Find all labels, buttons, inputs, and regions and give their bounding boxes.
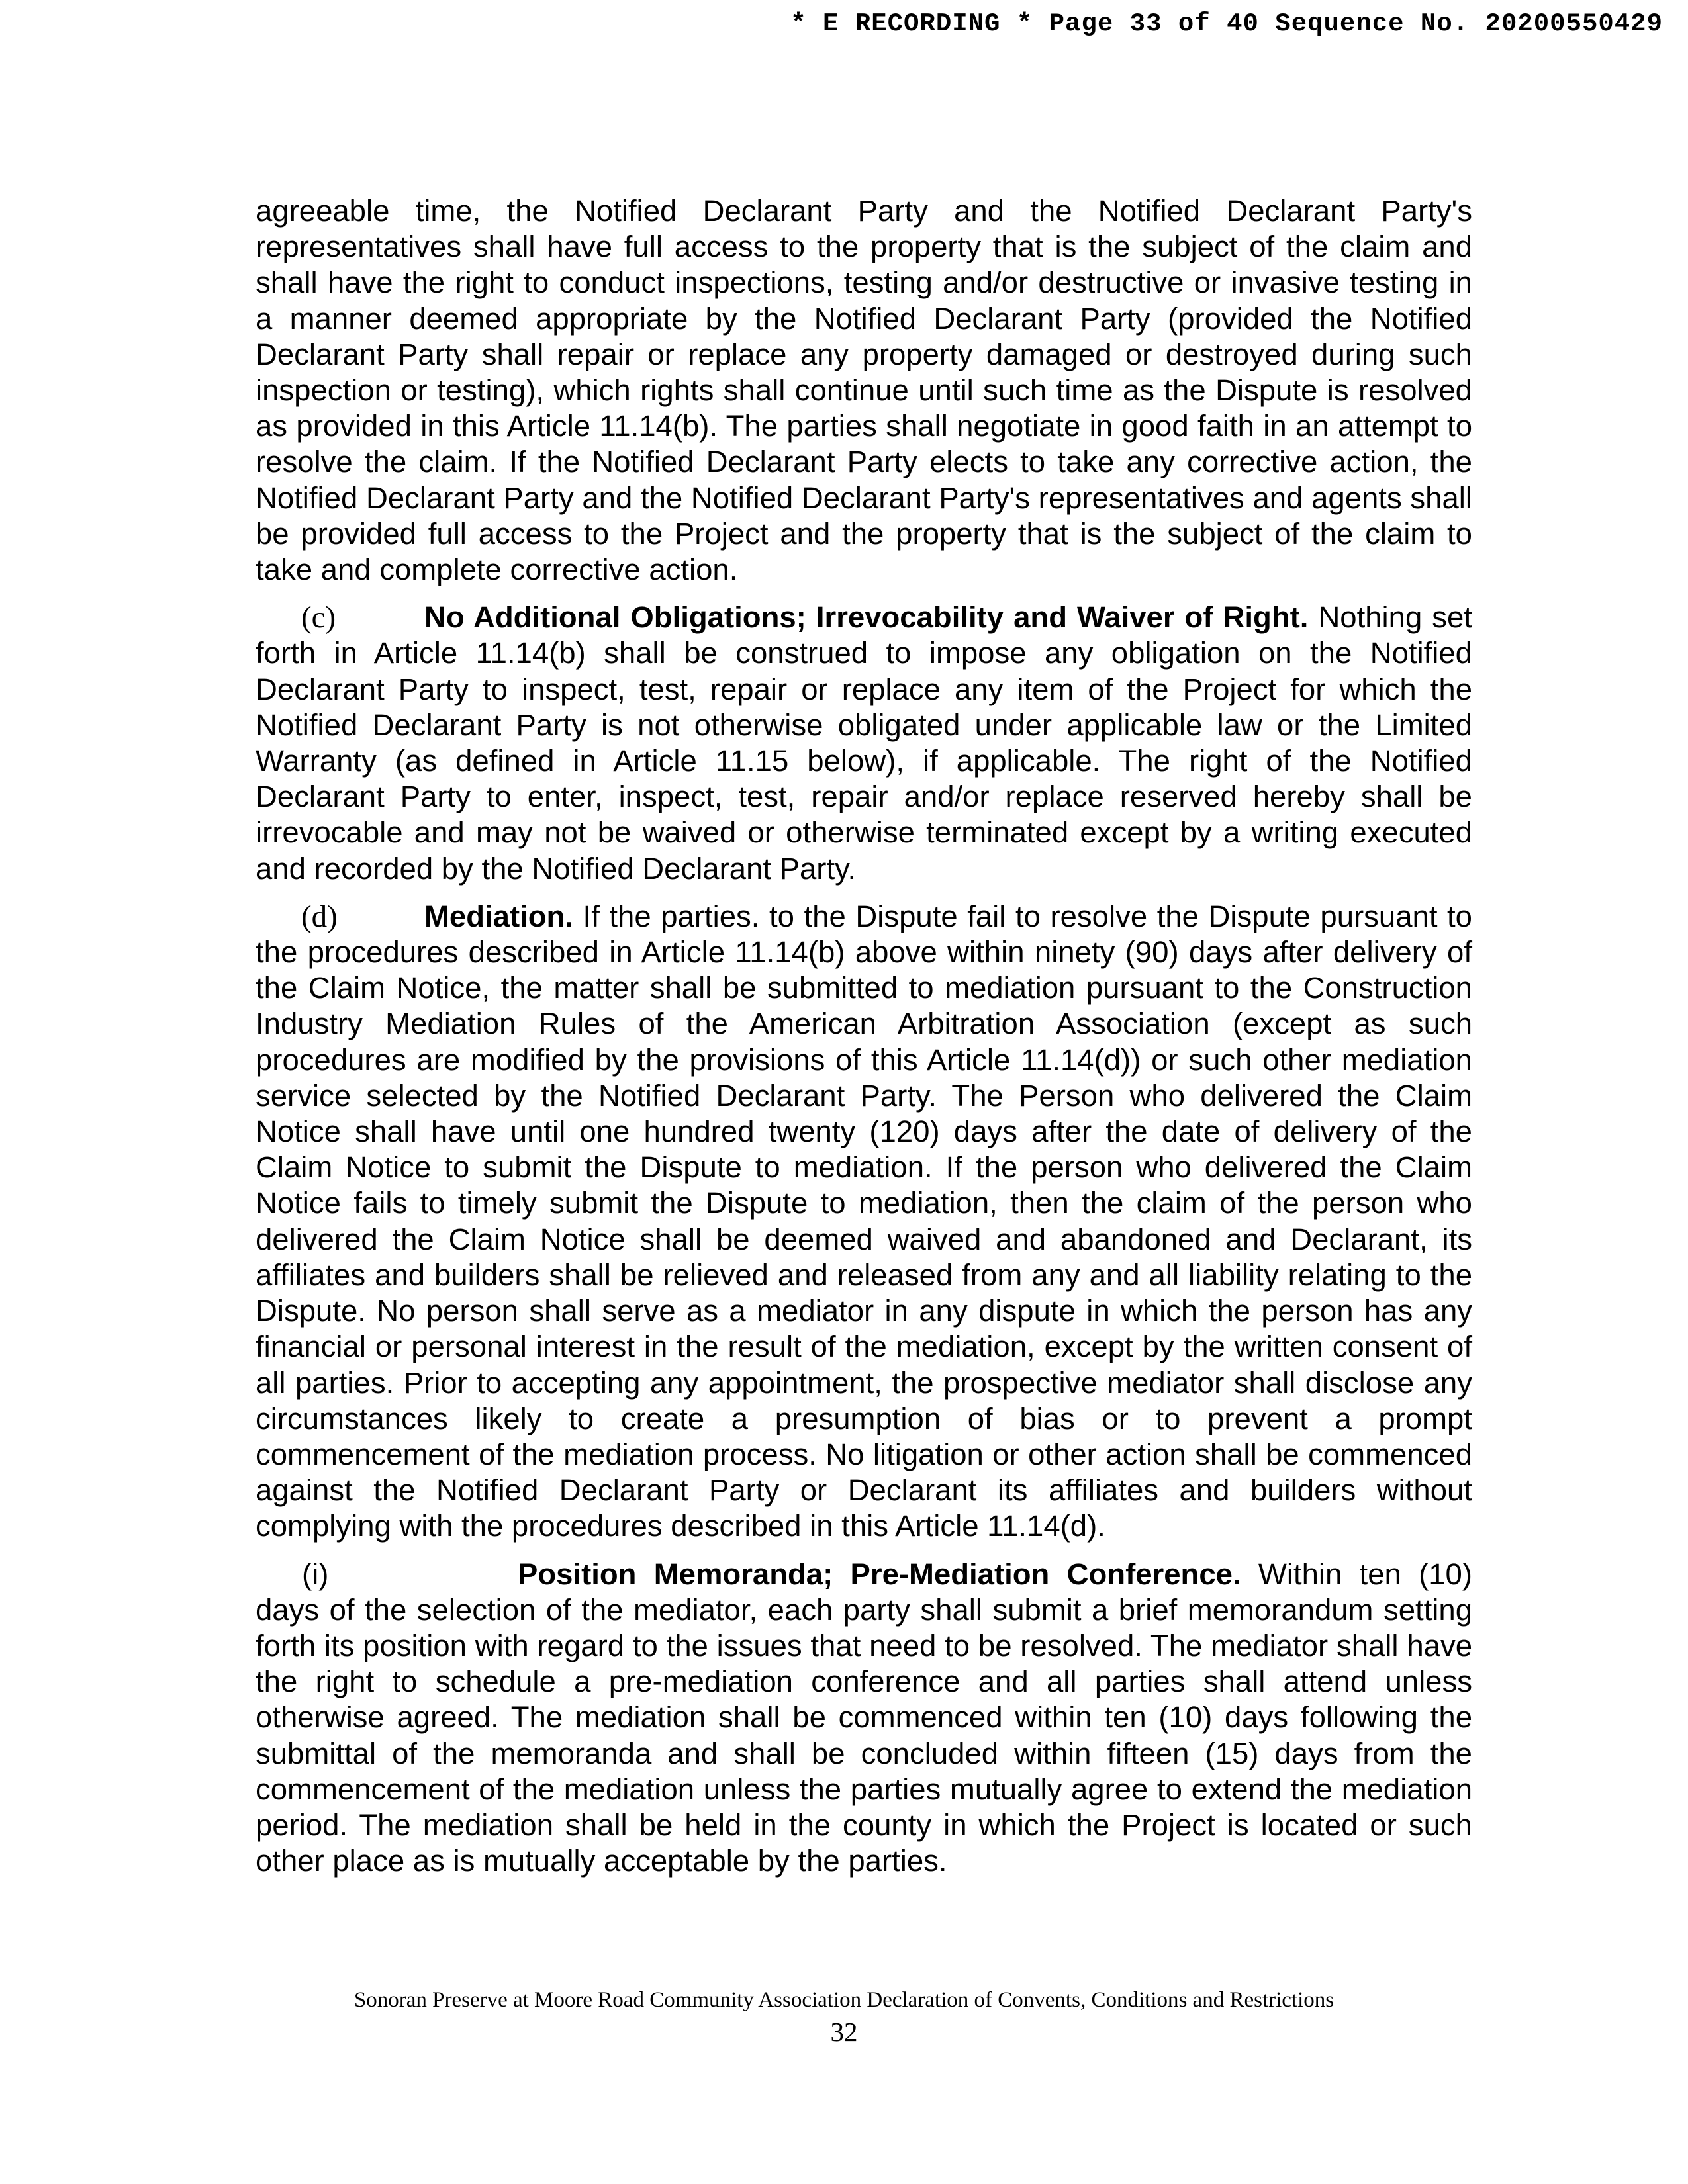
section-i-marker: (i) xyxy=(302,1557,329,1591)
paragraph-continued: agreeable time, the Notified Declarant Party and the Notified Declarant Party's representatives shall have full access to the property that is the subject of the claim and shall have the right to conduct inspections, testing and/or destructive or invasive testing in a manner deemed appropriate by the Notified Declarant Party (provided the Notified Declarant Party shall repair or replace any property damaged or destroyed during such inspection or testing), which rights shall continue until such time as the Dispute is resolved as provided in this Article 11.14(b). The parties shall negotiate in good faith in an attempt to resolve the claim. If the Notified Declarant Party elects to take any corrective action, the Notified Declarant Party and the Notified Declarant Party's representatives and agents shall be provided full access to the Project and the property that is the subject of the claim to take and complete corrective action. xyxy=(256,194,1472,587)
section-i-heading: Position Memoranda; Pre-Mediation Conference. xyxy=(518,1557,1241,1591)
recording-stamp: * E RECORDING * Page 33 of 40 Sequence No. 20200550429 xyxy=(790,9,1663,38)
section-c xyxy=(256,600,1472,887)
section-c-text: Nothing set forth in Article 11.14(b) shall be construed to impose any obligation on the Notified Declarant Party to inspect, test, repair or replace any item of the Project for which the Notified Declarant Party is not otherwise obligated under applicable law or the Limited Warranty (as defined in Article 11.15 below), if applicable. The right of the Notified Declarant Party to enter, inspect, test, repair and/or replace reserved hereby shall be irrevocable and may not be waived or otherwise terminated except by a writing executed and recorded by the Notified Declarant Party. xyxy=(256,600,1472,886)
page-number: 32 xyxy=(830,2017,858,2047)
section-i xyxy=(256,1557,1472,1880)
section-d-text: If the parties. to the Dispute fail to resolve the Dispute pursuant to the procedures described in Article 11.14(b) above within ninety (90) days after delivery of the Claim Notice, the matter shall be submitted to mediation pursuant to the Construction Industry Mediation Rules of the American Arbitration Association (except as such procedures are modified by the provisions of this Article 11.14(d)) or such other mediation service selected by the Notified Declarant Party. The Person who delivered the Claim Notice shall have until one hundred twenty (120) days after the date of delivery of the Claim Notice to submit the Dispute to mediation. If the person who delivered the Claim Notice fails to timely submit the Dispute to mediation, then the claim of the person who delivered the Claim Notice shall be deemed waived and abandoned and Declarant, its affiliates and builders shall be relieved and released from any and all liability relating to the Dispute. No person shall serve as a mediator in any dispute in which the person has any financial or personal interest in the result of the mediation, except by the written consent of all parties. Prior to accepting any appointment, the prospective mediator shall disclose any circumstances likely to create a presumption of bias or to prevent a prompt commencement of the mediation process. No litigation or other action shall be commenced against the Notified Declarant Party or Declarant its affiliates and builders without complying with the procedures described in this Article 11.14(d). xyxy=(256,899,1472,1543)
section-c-marker: (c) xyxy=(301,600,336,635)
section-d-marker: (d) xyxy=(301,899,338,934)
section-d-heading: Mediation. xyxy=(424,899,573,933)
section-c-heading: No Additional Obligations; Irrevocability and Waiver of Right. xyxy=(424,600,1309,635)
footer-title: Sonoran Preserve at Moore Road Community Association Declaration of Convents, Conditions and Restrictions xyxy=(353,1988,1335,2012)
section-d xyxy=(256,899,1472,1545)
section-i-text: Within ten (10) days of the selection of the mediator, each party shall submit a brief memorandum setting forth its position with regard to the issues that need to be resolved. The mediator shall have the right to schedule a pre-mediation conference and all parties shall attend unless otherwise agreed. The mediation shall be commenced within ten (10) days following the submittal of the memoranda and shall be concluded within fifteen (15) days from the commencement of the mediation unless the parties mutually agree to extend the mediation period. The mediation shall be held in the county in which the Project is located or such other place as is mutually acceptable by the parties. xyxy=(256,1557,1472,1878)
document-body xyxy=(256,193,1472,1891)
